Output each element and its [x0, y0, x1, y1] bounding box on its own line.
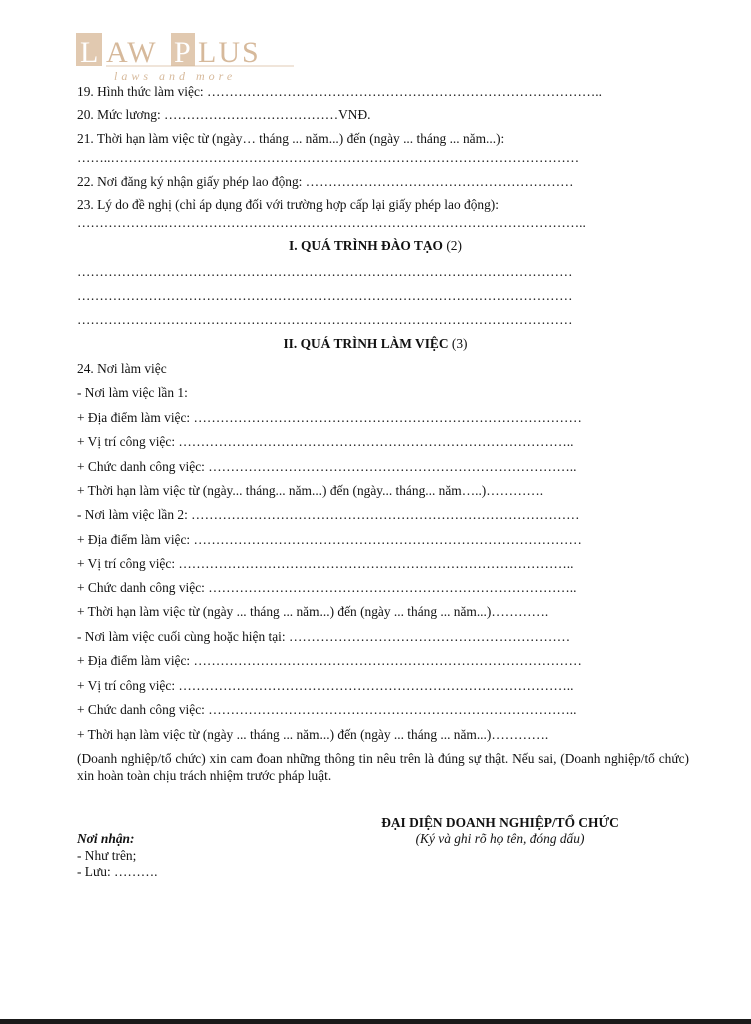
work-line-16: + Thời hạn làm việc từ (ngày ... tháng ... năm...) đến (ngày ... tháng ... năm...)…………. — [77, 727, 549, 742]
svg-text:P: P — [174, 36, 191, 69]
field-23-blank: ………………..………………………………………………………………………………….. — [77, 215, 586, 230]
recipient-item-2: - Lưu: ………. — [77, 864, 158, 879]
work-line-3: + Địa điểm làm việc: …………………………………………………………………………… — [77, 410, 582, 425]
field-22: 22. Nơi đăng ký nhận giấy phép lao động: …………………………………………………… — [77, 174, 574, 189]
work-line-1: 24. Nơi làm việc — [77, 361, 167, 376]
work-line-2: - Nơi làm việc lần 1: — [77, 385, 188, 400]
section-2-title: II. QUÁ TRÌNH LÀM VIỆC — [283, 336, 449, 351]
work-line-5: + Chức danh công việc: ……………………………………………………………………….. — [77, 459, 577, 474]
work-line-14: + Vị trí công việc: …………………………………………………………………………….. — [77, 678, 574, 693]
work-line-9: + Vị trí công việc: …………………………………………………………………………….. — [77, 556, 574, 571]
recipients-title: Nơi nhận: — [77, 831, 135, 846]
work-line-13: + Địa điểm làm việc: …………………………………………………………………………… — [77, 653, 582, 668]
section-2-note: (3) — [451, 336, 468, 351]
section-1-blank-2: ………………………………………………………………………………………………… — [77, 288, 573, 303]
field-21-blank: ……..…………………………………………………………………………………………… — [77, 150, 580, 165]
section-2-heading — [0, 336, 751, 352]
work-line-8: + Địa điểm làm việc: …………………………………………………………………………… — [77, 532, 582, 547]
svg-text:laws and more: laws and more — [114, 69, 237, 83]
signature-subtitle: (Ký và ghi rõ họ tên, đóng dấu) — [415, 831, 585, 846]
work-line-15: + Chức danh công việc: ……………………………………………………………………….. — [77, 702, 577, 717]
lawplus-logo — [76, 33, 306, 83]
work-line-4: + Vị trí công việc: …………………………………………………………………………….. — [77, 434, 574, 449]
section-1-blank-3: ………………………………………………………………………………………………… — [77, 312, 573, 327]
signature-title: ĐẠI DIỆN DOANH NGHIỆP/TỔ CHỨC — [381, 815, 619, 830]
work-line-6: + Thời hạn làm việc từ (ngày... tháng... năm...) đến (ngày... tháng... năm…..)…………. — [77, 483, 544, 498]
work-line-7: - Nơi làm việc lần 2: …………………………………………………………………………… — [77, 507, 580, 522]
recipient-item-1: - Như trên; — [77, 848, 137, 863]
declaration-paragraph: (Doanh nghiệp/tổ chức) xin cam đoan những thông tin nêu trên là đúng sự thật. Nếu sai, (Doanh nghiệp/tổ chức) xin hoàn toàn chịu trách nhiệm trước pháp luật. — [77, 751, 689, 783]
field-20: 20. Mức lương: …………………………………VNĐ. — [77, 107, 371, 122]
section-1-blank-1: ………………………………………………………………………………………………… — [77, 264, 573, 279]
section-1-heading — [0, 238, 751, 254]
field-21: 21. Thời hạn làm việc từ (ngày… tháng ... năm...) đến (ngày ... tháng ... năm...): — [77, 131, 505, 146]
svg-text:AW: AW — [106, 36, 158, 69]
svg-text:LUS: LUS — [198, 36, 261, 69]
bottom-divider — [0, 1019, 751, 1024]
svg-text:L: L — [80, 36, 99, 69]
work-line-10: + Chức danh công việc: ……………………………………………………………………….. — [77, 580, 577, 595]
field-19: 19. Hình thức làm việc: …………………………………………………………………………….. — [77, 84, 603, 99]
work-line-11: + Thời hạn làm việc từ (ngày ... tháng ... năm...) đến (ngày ... tháng ... năm...)…………. — [77, 604, 549, 619]
section-1-title: I. QUÁ TRÌNH ĐÀO TẠO — [289, 238, 443, 253]
work-line-12: - Nơi làm việc cuối cùng hoặc hiện tại: ……………………………………………………… — [77, 629, 571, 644]
section-1-note: (2) — [446, 238, 462, 253]
field-23: 23. Lý do đề nghị (chỉ áp dụng đối với trường hợp cấp lại giấy phép lao động): — [77, 197, 499, 212]
